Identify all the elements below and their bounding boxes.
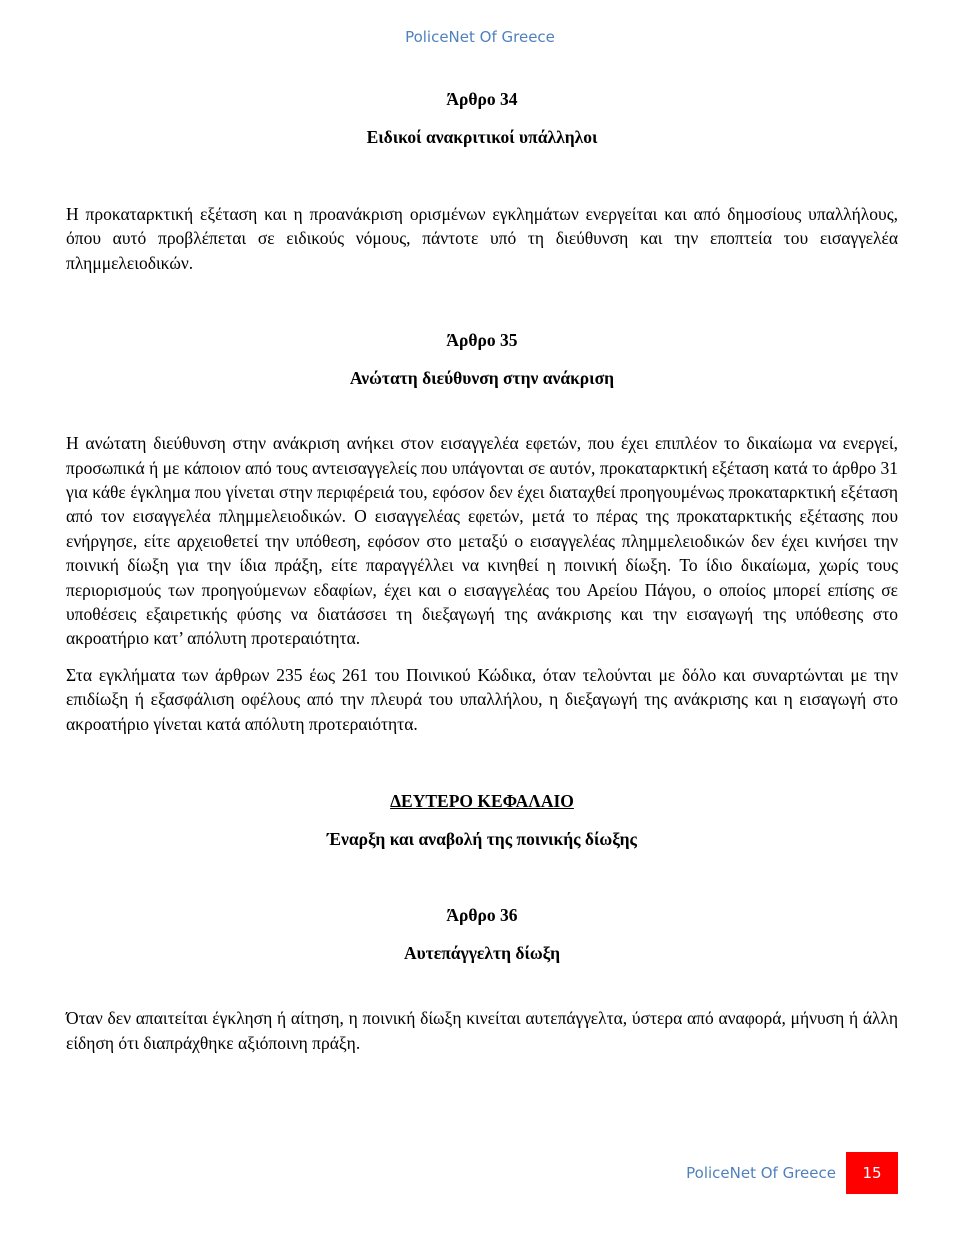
article-34-title: Ειδικοί ανακριτικοί υπάλληλοι: [366, 127, 598, 147]
article-34-text: Η προκαταρκτική εξέταση και η προανάκριση ορισμένων εγκλημάτων ενεργείται και από δημοσίους υπαλλήλους, όπου αυτό προβλέπεται σε ειδικούς νόμους, πάντοτε υπό τη διεύθυνση και την εποπτεία του εισαγγελέα πλημμελειοδικών.: [66, 204, 898, 273]
page-number-badge: 15: [846, 1152, 898, 1194]
article-34-number: Άρθρο 34: [446, 89, 518, 109]
chapter-subtitle: Έναρξη και αναβολή της ποινικής δίωξης: [327, 829, 637, 850]
article-35-number: Άρθρο 35: [446, 330, 518, 351]
page-header: PoliceNet Of Greece: [405, 28, 555, 46]
article-35-text-2: Στα εγκλήματα των άρθρων 235 έως 261 του Ποινικού Κώδικα, όταν τελούνται με δόλο και συναρτώνται με την επιδίωξη ή εξασφάλιση οφέλους από την πλευρά του υπαλλήλου, η διεξαγωγή της ανάκρισης και η εισαγωγή στο ακροατήριο γίνεται κατά απόλυτη προτεραιότητα.: [66, 664, 898, 734]
article-35-title: Ανώτατη διεύθυνση στην ανάκριση: [349, 368, 615, 389]
article-36-number: Άρθρο 36: [446, 905, 518, 926]
article-36-title: Αυτεπάγγελτη δίωξη: [403, 943, 561, 964]
chapter-title: ΔΕΥΤΕΡΟ ΚΕΦΑΛΑΙΟ: [390, 791, 574, 812]
article-35-text-1: Η ανώτατη διεύθυνση στην ανάκριση ανήκει στον εισαγγελέα εφετών, που έχει επιπλέον το δικαίωμα να ενεργεί, προσωπικά ή με κάποιον από τους αντεισαγγελείς που υπάγονται σε αυτόν, προκαταρκτική εξέταση κατά το άρθρο 31 για κάθε έγκλημα που γίνεται στην περιφέρειά του, εφόσον δεν έχει διαταχθεί προηγουμένως προκαταρκτική εξέταση από τον εισαγγελέα πλημμελειοδικών. Ο εισαγγελέας εφετών, μετά το πέρας της προκαταρκτικής εξέτασης που ενήργησε, είτε αρχειοθετεί την υπόθεση, εφόσον στο μεταξύ ο εισαγγελέας πλημμελειοδικών δεν έχει κινήσει την ποινική δίωξη για την ίδια πράξη, είτε παραγγέλλει να κινηθεί η ποινική δίωξη. Το ίδιο δικαίωμα, χωρίς τους περιορισμούς των προηγούμενων εδαφίων, έχει και ο εισαγγελέας του Αρείου Πάγου, ο οποίος μπορεί επίσης σε υποθέσεις εξαιρετικής φύσης να διατάσσει τη διεξαγωγή της ανάκρισης και την εισαγωγή της υπόθεσης στο ακροατήριο κατ’ απόλυτη προτεραιότητα.: [66, 433, 898, 649]
footer-site-name: PoliceNet Of Greece: [686, 1164, 836, 1182]
page-footer: [686, 1152, 898, 1194]
document-body: [66, 86, 898, 1055]
article-36-text: Όταν δεν απαιτείται έγκληση ή αίτηση, η ποινική δίωξη κινείται αυτεπάγγελτα, ύστερα από αναφορά, μήνυση ή άλλη είδηση ότι διαπράχθηκε αξιόποινη πράξη.: [66, 1008, 898, 1053]
